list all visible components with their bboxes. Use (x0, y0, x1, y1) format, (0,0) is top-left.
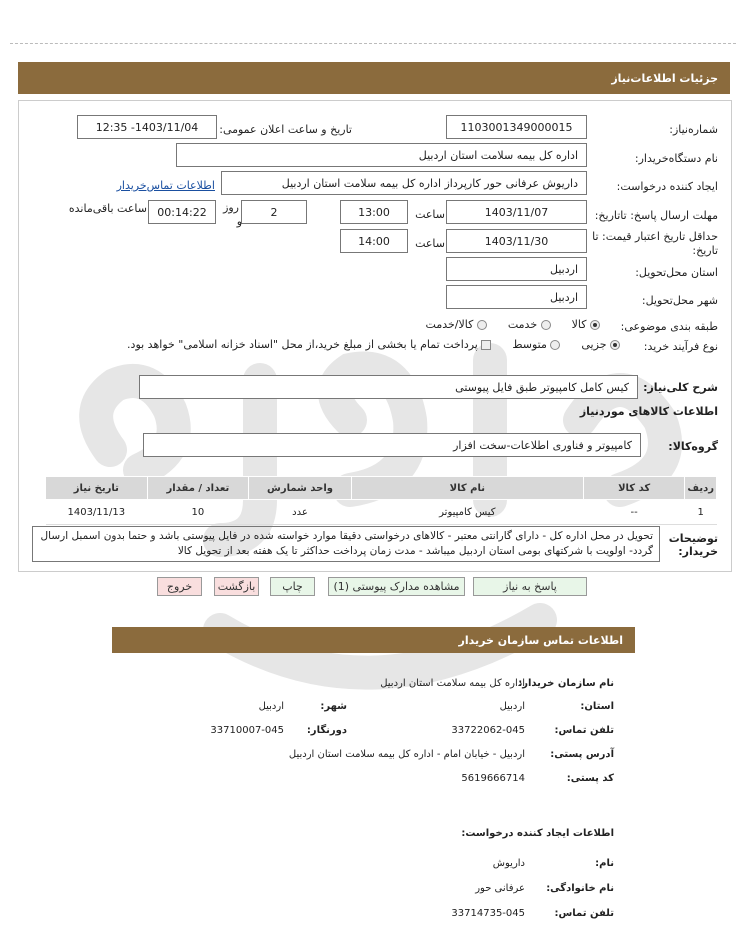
view-attachments-button[interactable]: مشاهده مدارک پیوستی (1) (328, 577, 465, 596)
announce-value: 1403/11/04- 12:35 (77, 115, 217, 139)
deadline-date: 1403/11/07 (446, 200, 587, 224)
validity-time: 14:00 (340, 229, 408, 253)
buyer-value: اداره کل بیمه سلامت استان اردبیل (176, 143, 587, 167)
city-value: اردبیل (258, 701, 284, 712)
details-header-bar (18, 62, 730, 94)
radio-both[interactable] (477, 320, 487, 330)
days-label: روز (223, 201, 239, 214)
col-qty: تعداد / مقدار (147, 477, 249, 500)
radio-goods[interactable] (590, 320, 600, 330)
org-value: اداره کل بیمه سلامت استان اردبیل (380, 678, 525, 689)
category-option-goods[interactable]: کالا (572, 318, 600, 331)
province-value: اردبیل (499, 701, 525, 712)
process-option-medium[interactable]: متوسط (512, 338, 560, 351)
province-label: استان: (580, 701, 614, 712)
process-options (127, 338, 620, 351)
category-option-both[interactable]: کالا/خدمت (426, 318, 487, 331)
col-row: ردیف (685, 477, 717, 500)
validity-time-label: ساعت (415, 237, 445, 250)
phone-value: 33722062-045 (451, 725, 525, 736)
top-divider (10, 43, 736, 44)
delivery-province-value: اردبیل (446, 257, 587, 281)
items-table-header (46, 477, 717, 500)
treasury-payment-option[interactable]: پرداخت تمام یا بخشی از مبلغ خرید،از محل "اسناد خزانه اسلامی" خواهد بود. (127, 338, 491, 351)
cell-row: 1 (685, 500, 717, 525)
notes-label: توضیحات خریدار: (668, 532, 718, 558)
requester-phone-label: تلفن تماس: (554, 908, 614, 919)
exit-button[interactable]: خروج (157, 577, 202, 596)
fax-value: 33710007-045 (210, 725, 284, 736)
category-options (426, 318, 600, 331)
table-row (46, 500, 717, 525)
buyer-contact-link[interactable]: اطلاعات تماس‌خریدار (116, 179, 215, 192)
postal-label: کد پستی: (566, 773, 614, 784)
and-label: و (236, 215, 242, 228)
col-name: نام کالا (351, 477, 583, 500)
validity-label: حداقل تاریخ اعتبار قیمت: تا تاریخ: (592, 230, 718, 257)
postal-value: 5619666714 (461, 773, 525, 784)
col-date: تاریخ نیاز (46, 477, 148, 500)
radio-medium[interactable] (550, 340, 560, 350)
summary-value: کیس کامل کامپیوتر طبق فایل پیوستی (139, 375, 638, 399)
address-value: اردبیل - خیابان امام - اداره کل بیمه سلامت استان اردبیل (288, 749, 525, 760)
cell-unit: عدد (249, 500, 352, 525)
remaining-time: 00:14:22 (148, 200, 216, 224)
creator-label: ایجاد کننده درخواست: (616, 180, 718, 193)
requester-phone-value: 33714735-045 (451, 908, 525, 919)
cell-code: -- (583, 500, 685, 525)
creator-value: داریوش عرفانی حور کارپرداز اداره کل بیمه سلامت استان اردبیل (221, 171, 587, 195)
radio-service[interactable] (541, 320, 551, 330)
address-label: آدرس پستی: (550, 749, 614, 760)
reply-button[interactable]: پاسخ به نیاز (473, 577, 587, 596)
cell-name: کیس کامپیوتر (351, 500, 583, 525)
category-label: طبقه بندی موضوعی: (620, 320, 718, 333)
buyer-label: نام دستگاه‌خریدار: (634, 152, 718, 165)
contact-title: اطلاعات تماس سازمان خریدار (458, 633, 623, 647)
delivery-city-value: اردبیل (446, 285, 587, 309)
delivery-city-label: شهر محل‌تحویل: (641, 294, 718, 307)
radio-minor[interactable] (610, 340, 620, 350)
need-number-label: شماره‌نیاز: (669, 123, 718, 136)
fax-label: دورنگار: (306, 725, 347, 736)
days-value: 2 (241, 200, 307, 224)
back-button[interactable]: بازگشت (214, 577, 259, 596)
requester-family-label: نام خانوادگی: (546, 883, 614, 894)
org-label: نام سازمان خریدار: (518, 678, 614, 689)
goods-group-value: کامپیوتر و فناوری اطلاعات-سخت افزار (143, 433, 641, 457)
process-option-minor[interactable]: جزیی (581, 338, 620, 351)
deadline-label: مهلت ارسال پاسخ: تاتاریخ: (594, 209, 718, 222)
phone-label: تلفن تماس: (554, 725, 614, 736)
requester-name-label: نام: (595, 858, 614, 869)
goods-group-label: گروه‌کالا: (668, 440, 718, 453)
details-title: جزئیات اطلاعات‌نیاز (611, 71, 718, 85)
process-label: نوع فرآیند خرید: (643, 340, 718, 353)
goods-info-title: اطلاعات کالاهای موردنیاز (579, 405, 718, 418)
col-unit: واحد شمارش (249, 477, 352, 500)
contact-header-bar (112, 627, 635, 653)
requester-title: اطلاعات ایجاد کننده درخواست: (461, 828, 614, 839)
summary-label: شرح کلی‌نیاز: (643, 381, 718, 394)
notes-value: تحویل در محل اداره کل - دارای گارانتی معتبر - کالاهای درخواستی دقیقا موارد خواسته شده در فایل پیوستی باشد و حتما بدون اسمبل ارسال گردد- اولویت با شرکتهای بومی استان اردبیل میباشد - مدت زمان پرداخت حداکثر تا یک هفته بعد از تحویل کالا (32, 526, 660, 562)
cell-qty: 10 (147, 500, 249, 525)
validity-date: 1403/11/30 (446, 229, 587, 253)
treasury-checkbox[interactable] (481, 340, 491, 350)
items-table (45, 476, 717, 525)
announce-label: تاریخ و ساعت اعلان عمومی: (219, 123, 352, 136)
delivery-province-label: استان محل‌تحویل: (635, 266, 718, 279)
deadline-time: 13:00 (340, 200, 408, 224)
cell-date: 1403/11/13 (46, 500, 148, 525)
need-number-value: 1103001349000015 (446, 115, 587, 139)
city-label: شهر: (320, 701, 347, 712)
print-button[interactable]: چاپ (270, 577, 315, 596)
col-code: کد کالا (583, 477, 685, 500)
requester-family-value: عرفانی حور (475, 883, 525, 894)
remaining-label: ساعت باقی‌مانده (68, 202, 147, 215)
category-option-service[interactable]: خدمت (508, 318, 551, 331)
requester-name-value: داریوش (492, 858, 525, 869)
deadline-time-label: ساعت (415, 208, 445, 221)
